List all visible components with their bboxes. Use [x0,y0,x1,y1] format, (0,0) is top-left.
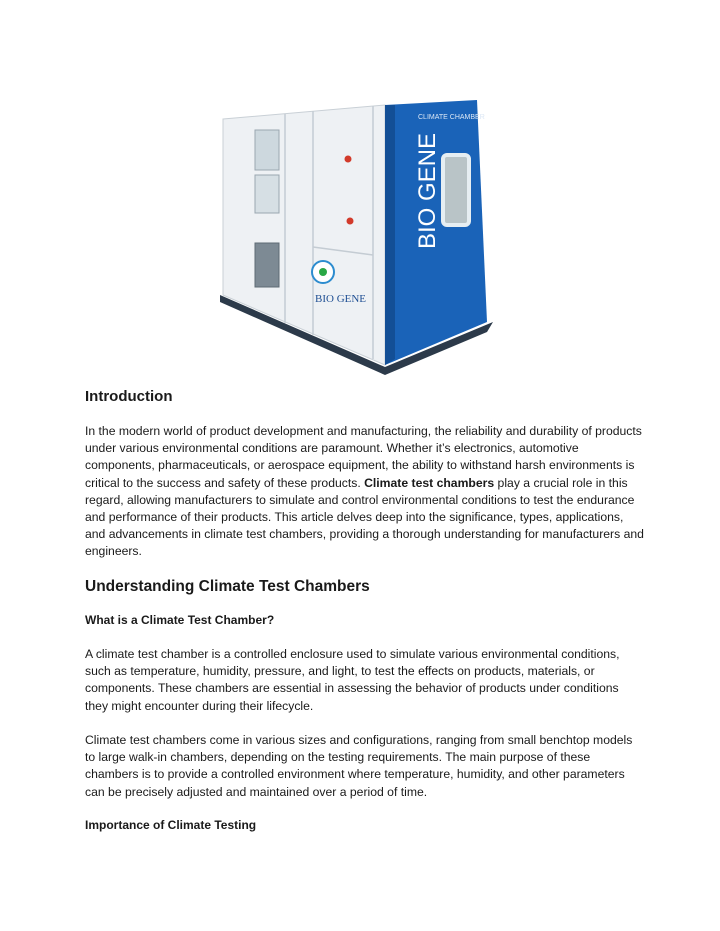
introduction-paragraph [85,423,645,561]
indicator-light-upper [345,156,352,163]
what-is-heading: What is a Climate Test Chamber? [85,613,275,627]
chamber-window-lower [255,175,279,213]
brand-logo-text: BIO GENE [315,293,367,305]
chamber-vent [255,243,279,287]
chamber-label-text: CLIMATE CHAMBER [418,114,485,121]
what-is-paragraph-1: A climate test chamber is a controlled enclosure used to simulate various environmental conditions, such as temperature, humidity, pressure, and light, to test the effects on products, materials, or components. These chambers are essential in assessing the behavior of products under conditions they might encounter during their lifecycle. [85,647,620,713]
brand-vertical-text: BIO GENE [414,132,441,249]
chamber-side-window [443,155,469,225]
climate-chamber-image [215,97,505,375]
understanding-heading: Understanding Climate Test Chambers [85,578,370,595]
what-is-paragraph-2: Climate test chambers come in various sizes and configurations, ranging from small benchtop models to large walk-in chambers, depending on the testing requirements. The main purpose of these chambers is to provide a controlled environment where temperature, humidity, and other parameters can be precisely adjusted and maintained over a period of time. [85,733,633,799]
chamber-window-upper [255,130,279,170]
indicator-light-lower [347,218,354,225]
chamber-front-panel [223,105,385,365]
climate-test-chambers-bold: Climate test chambers [364,475,495,490]
introduction-text-end: play a crucial role in this regard, allowing manufacturers to simulate and control environmental conditions to test the endurance and performance of their products. This article delves deep into the significance, types, applications, and advancements in climate test chambers, providing a thorough understanding for manufacturers and engineers. [85,475,644,559]
introduction-heading: Introduction [85,388,173,405]
climate-chamber-illustration [215,97,505,375]
importance-heading: Importance of Climate Testing [85,818,257,832]
introduction-text-start: In the modern world of product development and manufacturing, the reliability and durability of products under various environmental conditions are paramount. Whether it’s electronics, automotive components, pharmaceuticals, or aerospace equipment, the ability to withstand harsh environments is critical to the success and safety of these products. [85,424,642,490]
